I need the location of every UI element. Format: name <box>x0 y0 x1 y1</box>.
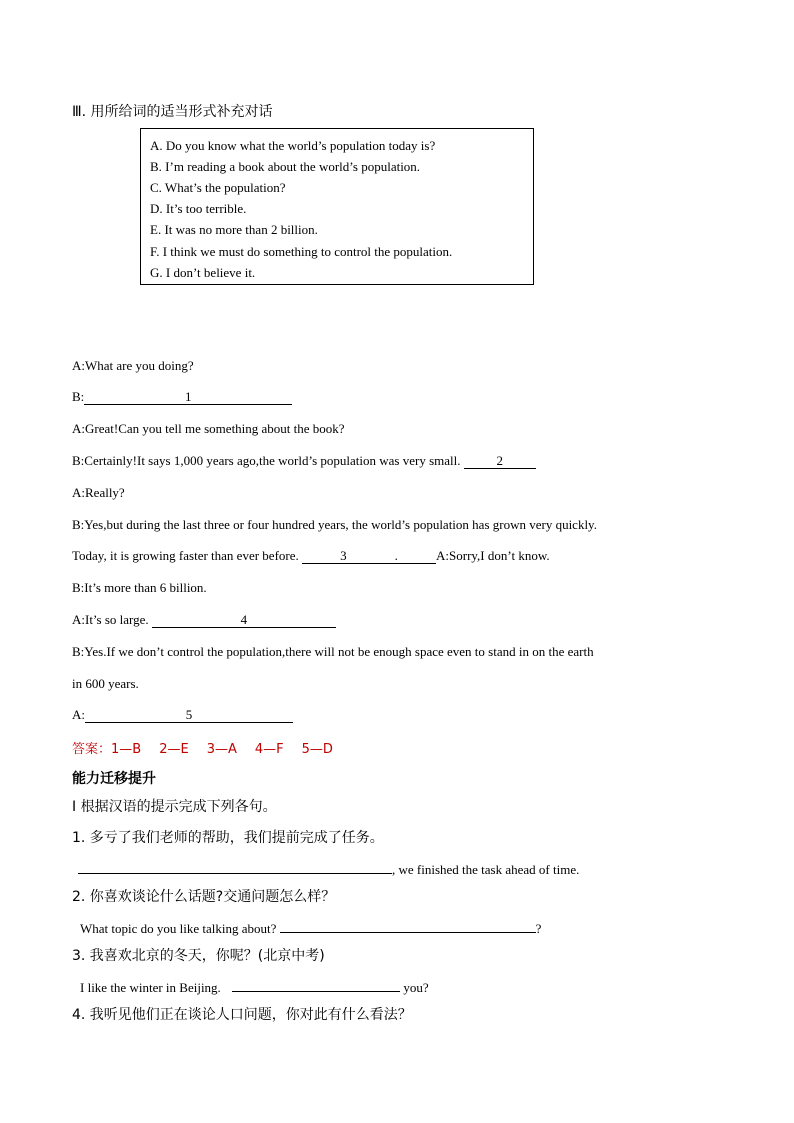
option-d: D. It’s too terrible. <box>150 201 247 216</box>
blank-2[interactable]: 2 <box>464 453 536 469</box>
dialogue-line-9-text: A:It’s so large. <box>72 612 149 627</box>
question-3-tail: you? <box>403 980 429 995</box>
question-2-cn: 2. 你喜欢谈论什么话题?交通问题怎么样？ <box>72 889 336 905</box>
answer-5: 5—D <box>301 742 333 757</box>
answer-1: 1—B <box>111 742 142 757</box>
section-3-title: Ⅲ. 用所给词的适当形式补充对话 <box>72 104 273 120</box>
question-4-cn: 4. 我听见他们正在谈论人口问题，你对此有什么看法？ <box>72 1007 412 1023</box>
option-b: B. I’m reading a book about the world’s population. <box>150 159 421 174</box>
dialogue-line-10b: in 600 years. <box>72 676 139 691</box>
answer-4: 4—F <box>254 742 284 757</box>
dialogue-line-7-text: Today, it is growing faster than ever before. <box>72 548 299 563</box>
blank-3-number: 3 <box>340 548 347 563</box>
question-1-en <box>78 858 579 878</box>
blank-4[interactable]: 4 <box>152 612 336 628</box>
dialogue-line-2 <box>72 389 292 405</box>
dialogue-line-8: B:It’s more than 6 billion. <box>72 580 207 595</box>
option-c: C. What’s the population? <box>150 180 286 195</box>
question-1-cn: 1. 多亏了我们老师的帮助，我们提前完成了任务。 <box>72 830 384 846</box>
option-e: E. It was no more than 2 billion. <box>150 222 318 237</box>
question-1-en-tail: , we finished the task ahead of time. <box>392 862 580 877</box>
dialogue-line-6: B:Yes,but during the last three or four hundred years, the world’s population has grown very quickly. <box>72 517 597 532</box>
answer-2: 2—E <box>159 742 189 757</box>
options-box <box>140 128 534 285</box>
question-2-en <box>80 917 541 937</box>
question-2-en-text: What topic do you like talking about? <box>80 921 277 936</box>
answer-3: 3—A <box>206 742 237 757</box>
ability-section-title: 能力迁移提升 <box>72 771 156 787</box>
question-3-cn: 3. 我喜欢北京的冬天，你呢？(北京中考) <box>72 948 325 964</box>
speaker-b: B: <box>72 389 85 404</box>
dialogue-line-4 <box>72 453 536 469</box>
question-1-blank[interactable] <box>78 858 392 874</box>
option-g: G. I don’t believe it. <box>150 265 256 280</box>
question-2-tail: ? <box>535 921 542 936</box>
dialogue-line-7 <box>72 548 550 564</box>
dialogue-line-5: A:Really? <box>72 485 125 500</box>
option-a: A. Do you know what the world’s population today is? <box>150 138 436 153</box>
dialogue-line-10a: B:Yes.If we don’t control the population,there will not be enough space even to stand in on the earth <box>72 644 594 659</box>
blank-3[interactable] <box>302 548 436 564</box>
blank-3-period: . <box>394 548 398 563</box>
dialogue-line-11 <box>72 707 293 723</box>
question-3-en <box>80 976 429 996</box>
speaker-a: A: <box>72 707 85 722</box>
question-3-en-text: I like the winter in Beijing. <box>80 980 221 995</box>
dialogue-line-9 <box>72 612 336 628</box>
answer-key <box>72 738 351 757</box>
dialogue-line-1: A:What are you doing? <box>72 358 194 373</box>
option-f: F. I think we must do something to control the population. <box>150 244 453 259</box>
answer-label: 答案： <box>72 742 112 757</box>
dialogue-line-7-tail: A:Sorry,I don’t know. <box>436 548 550 563</box>
question-2-blank[interactable] <box>280 917 536 933</box>
blank-5[interactable]: 5 <box>85 707 293 723</box>
blank-1[interactable]: 1 <box>84 389 292 405</box>
dialogue-line-3: A:Great!Can you tell me something about the book? <box>72 421 345 436</box>
dialogue-line-4-text: B:Certainly!It says 1,000 years ago,the world’s population was very small. <box>72 453 461 468</box>
ability-instruction: I 根据汉语的提示完成下列各句。 <box>72 799 277 815</box>
question-3-blank[interactable] <box>232 976 400 992</box>
